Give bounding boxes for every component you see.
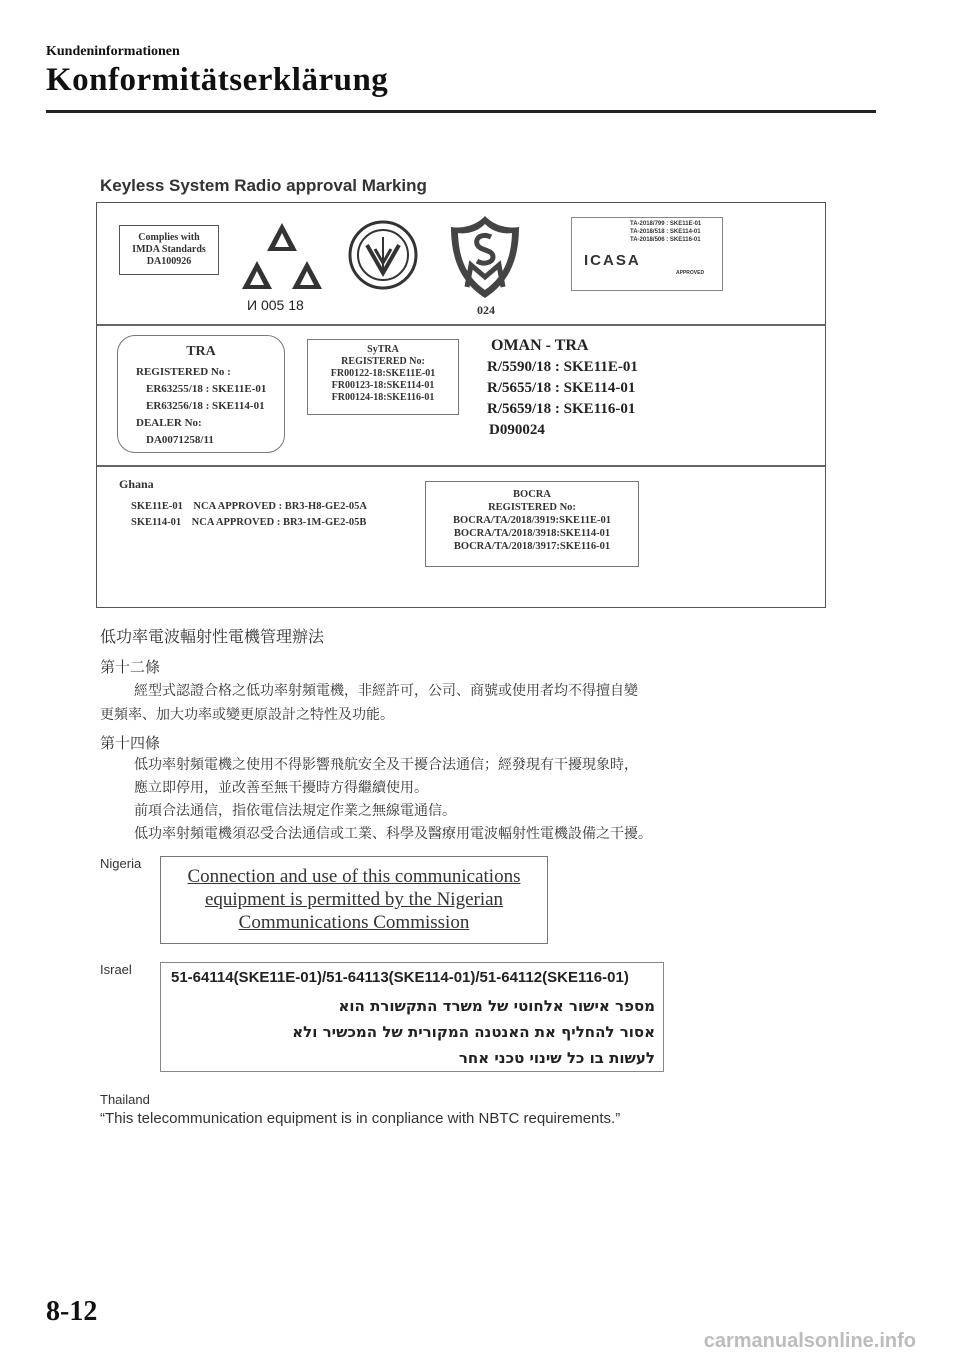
article-12-line: 更頻率、加大功率或變更原設計之特性及功能。 (100, 707, 394, 723)
imda-line: DA100926 (146, 256, 192, 267)
bocra-line: BOCRA/TA/2018/3917:SKE116-01 (453, 541, 611, 552)
imda-line: Complies with (138, 232, 200, 243)
ghana-line: SKE11E-01 NCA APPROVED : BR3-H8-GE2-05A (131, 501, 367, 512)
icasa-logo: ICASA (584, 252, 641, 269)
bocra-line: REGISTERED No: (488, 502, 576, 513)
oman-tra-label (487, 335, 638, 441)
bocra-line: BOCRA/TA/2018/3919:SKE11E-01 (453, 515, 611, 526)
oman-line: R/5590/18 : SKE11E-01 (487, 359, 638, 375)
article-14-line: 應立即停用，並改善至無干擾時方得繼續使用。 (134, 780, 428, 796)
row-divider (97, 324, 825, 326)
sytra-line: FR00124-18:SKE116-01 (331, 392, 435, 403)
bocra-line: BOCRA/TA/2018/3918:SKE114-01 (453, 528, 611, 539)
sm-certification-icon (447, 213, 523, 301)
tra-line: REGISTERED No : (136, 366, 231, 378)
marking-heading: Keyless System Radio approval Marking (100, 176, 427, 195)
thailand-label: Thailand (100, 1092, 150, 1107)
tra-line: ER63256/18 : SKE114-01 (146, 400, 265, 412)
certification-globe-icon (347, 219, 419, 291)
oman-title: OMAN - TRA (491, 337, 589, 354)
icasa-code-line: TA-2018/506 : SKE116-01 (630, 237, 701, 243)
oman-footer: D090024 (489, 422, 545, 438)
bocra-label (425, 481, 639, 567)
thailand-notice: “This telecommunication equipment is in conpliance with NBTC requirements.” (100, 1110, 621, 1127)
watermark: carmanualsonline.info (703, 1330, 916, 1352)
bocra-line: BOCRA (513, 489, 551, 500)
sm-code: 024 (477, 303, 495, 317)
israel-notice (160, 962, 664, 1072)
icasa-code-line: TA-2018/518 : SKE114-01 (630, 229, 701, 235)
sytra-line: FR00122-18:SKE11E-01 (330, 368, 436, 379)
hebrew-line: לעשות בו כל שינוי טכני אחר (458, 1049, 655, 1067)
sytra-line: REGISTERED No: (341, 356, 425, 367)
icasa-code-line: TA-2018/799 : SKE11E-01 (630, 221, 702, 227)
hebrew-line: אסור להחליף את האנטנה המקורית של המכשיר ולא (292, 1023, 655, 1041)
title-rule (46, 110, 876, 113)
nigeria-line: equipment is permitted by the Nigerian (204, 889, 504, 910)
israel-label: Israel (100, 962, 132, 977)
article-14-line: 前項合法通信，指依電信法規定作業之無線電通信。 (134, 803, 456, 819)
nigeria-line: Connection and use of this communications (187, 866, 521, 887)
page-number: 8-12 (46, 1296, 98, 1327)
oman-line: R/5659/18 : SKE116-01 (487, 401, 636, 417)
tra-label (117, 335, 285, 453)
article-14-line: 低功率射頻電機須忍受合法通信或工業、科學及醫療用電波輻射性電機設備之干擾。 (134, 826, 652, 842)
tra-title: TRA (186, 344, 216, 359)
approval-marking-box (96, 202, 826, 608)
taiwan-heading: 低功率電波輻射性電機管理辦法 (100, 627, 325, 646)
tra-line: DA0071258/11 (146, 434, 214, 446)
nigeria-label: Nigeria (100, 856, 142, 871)
icasa-approved: APPROVED (676, 270, 705, 276)
imda-label (119, 225, 219, 275)
nigeria-line: Communications Commission (238, 912, 470, 933)
section-label: Kundeninformationen (46, 44, 180, 59)
article-12-title: 第十二條 (100, 658, 161, 676)
eac-mark-icon (237, 219, 327, 291)
hebrew-line: מספר אישור אלחוטי של משרד התקשורת הוא (338, 997, 655, 1015)
article-14-line: 低功率射頻電機之使用不得影響飛航安全及干擾合法通信；經發現有干擾現象時， (134, 757, 638, 773)
page-title: Konformitätserklärung (46, 62, 389, 98)
nigeria-notice (160, 856, 548, 944)
sytra-line: FR00123-18:SKE114-01 (331, 380, 435, 391)
imda-line: IMDA Standards (132, 244, 206, 255)
ghana-line: SKE114-01 NCA APPROVED : BR3-1M-GE2-05B (131, 517, 367, 528)
tra-line: ER63255/18 : SKE11E-01 (146, 383, 267, 395)
ghana-title: Ghana (119, 477, 154, 491)
icasa-label (571, 217, 723, 291)
icasa-codes (630, 220, 701, 244)
eac-code: И 005 18 (247, 297, 304, 313)
article-14-title: 第十四條 (100, 734, 161, 752)
sytra-label (307, 339, 459, 415)
article-12-line: 經型式認證合格之低功率射頻電機，非經許可，公司、商號或使用者均不得擅自變 (134, 683, 638, 699)
oman-line: R/5655/18 : SKE114-01 (487, 380, 636, 396)
tra-line: DEALER No: (136, 417, 202, 429)
sytra-line: SyTRA (367, 344, 399, 355)
israel-code: 51-64114(SKE11E-01)/51-64113(SKE114-01)/51-64112(SKE116-01) (171, 969, 629, 986)
row-divider (97, 465, 825, 467)
